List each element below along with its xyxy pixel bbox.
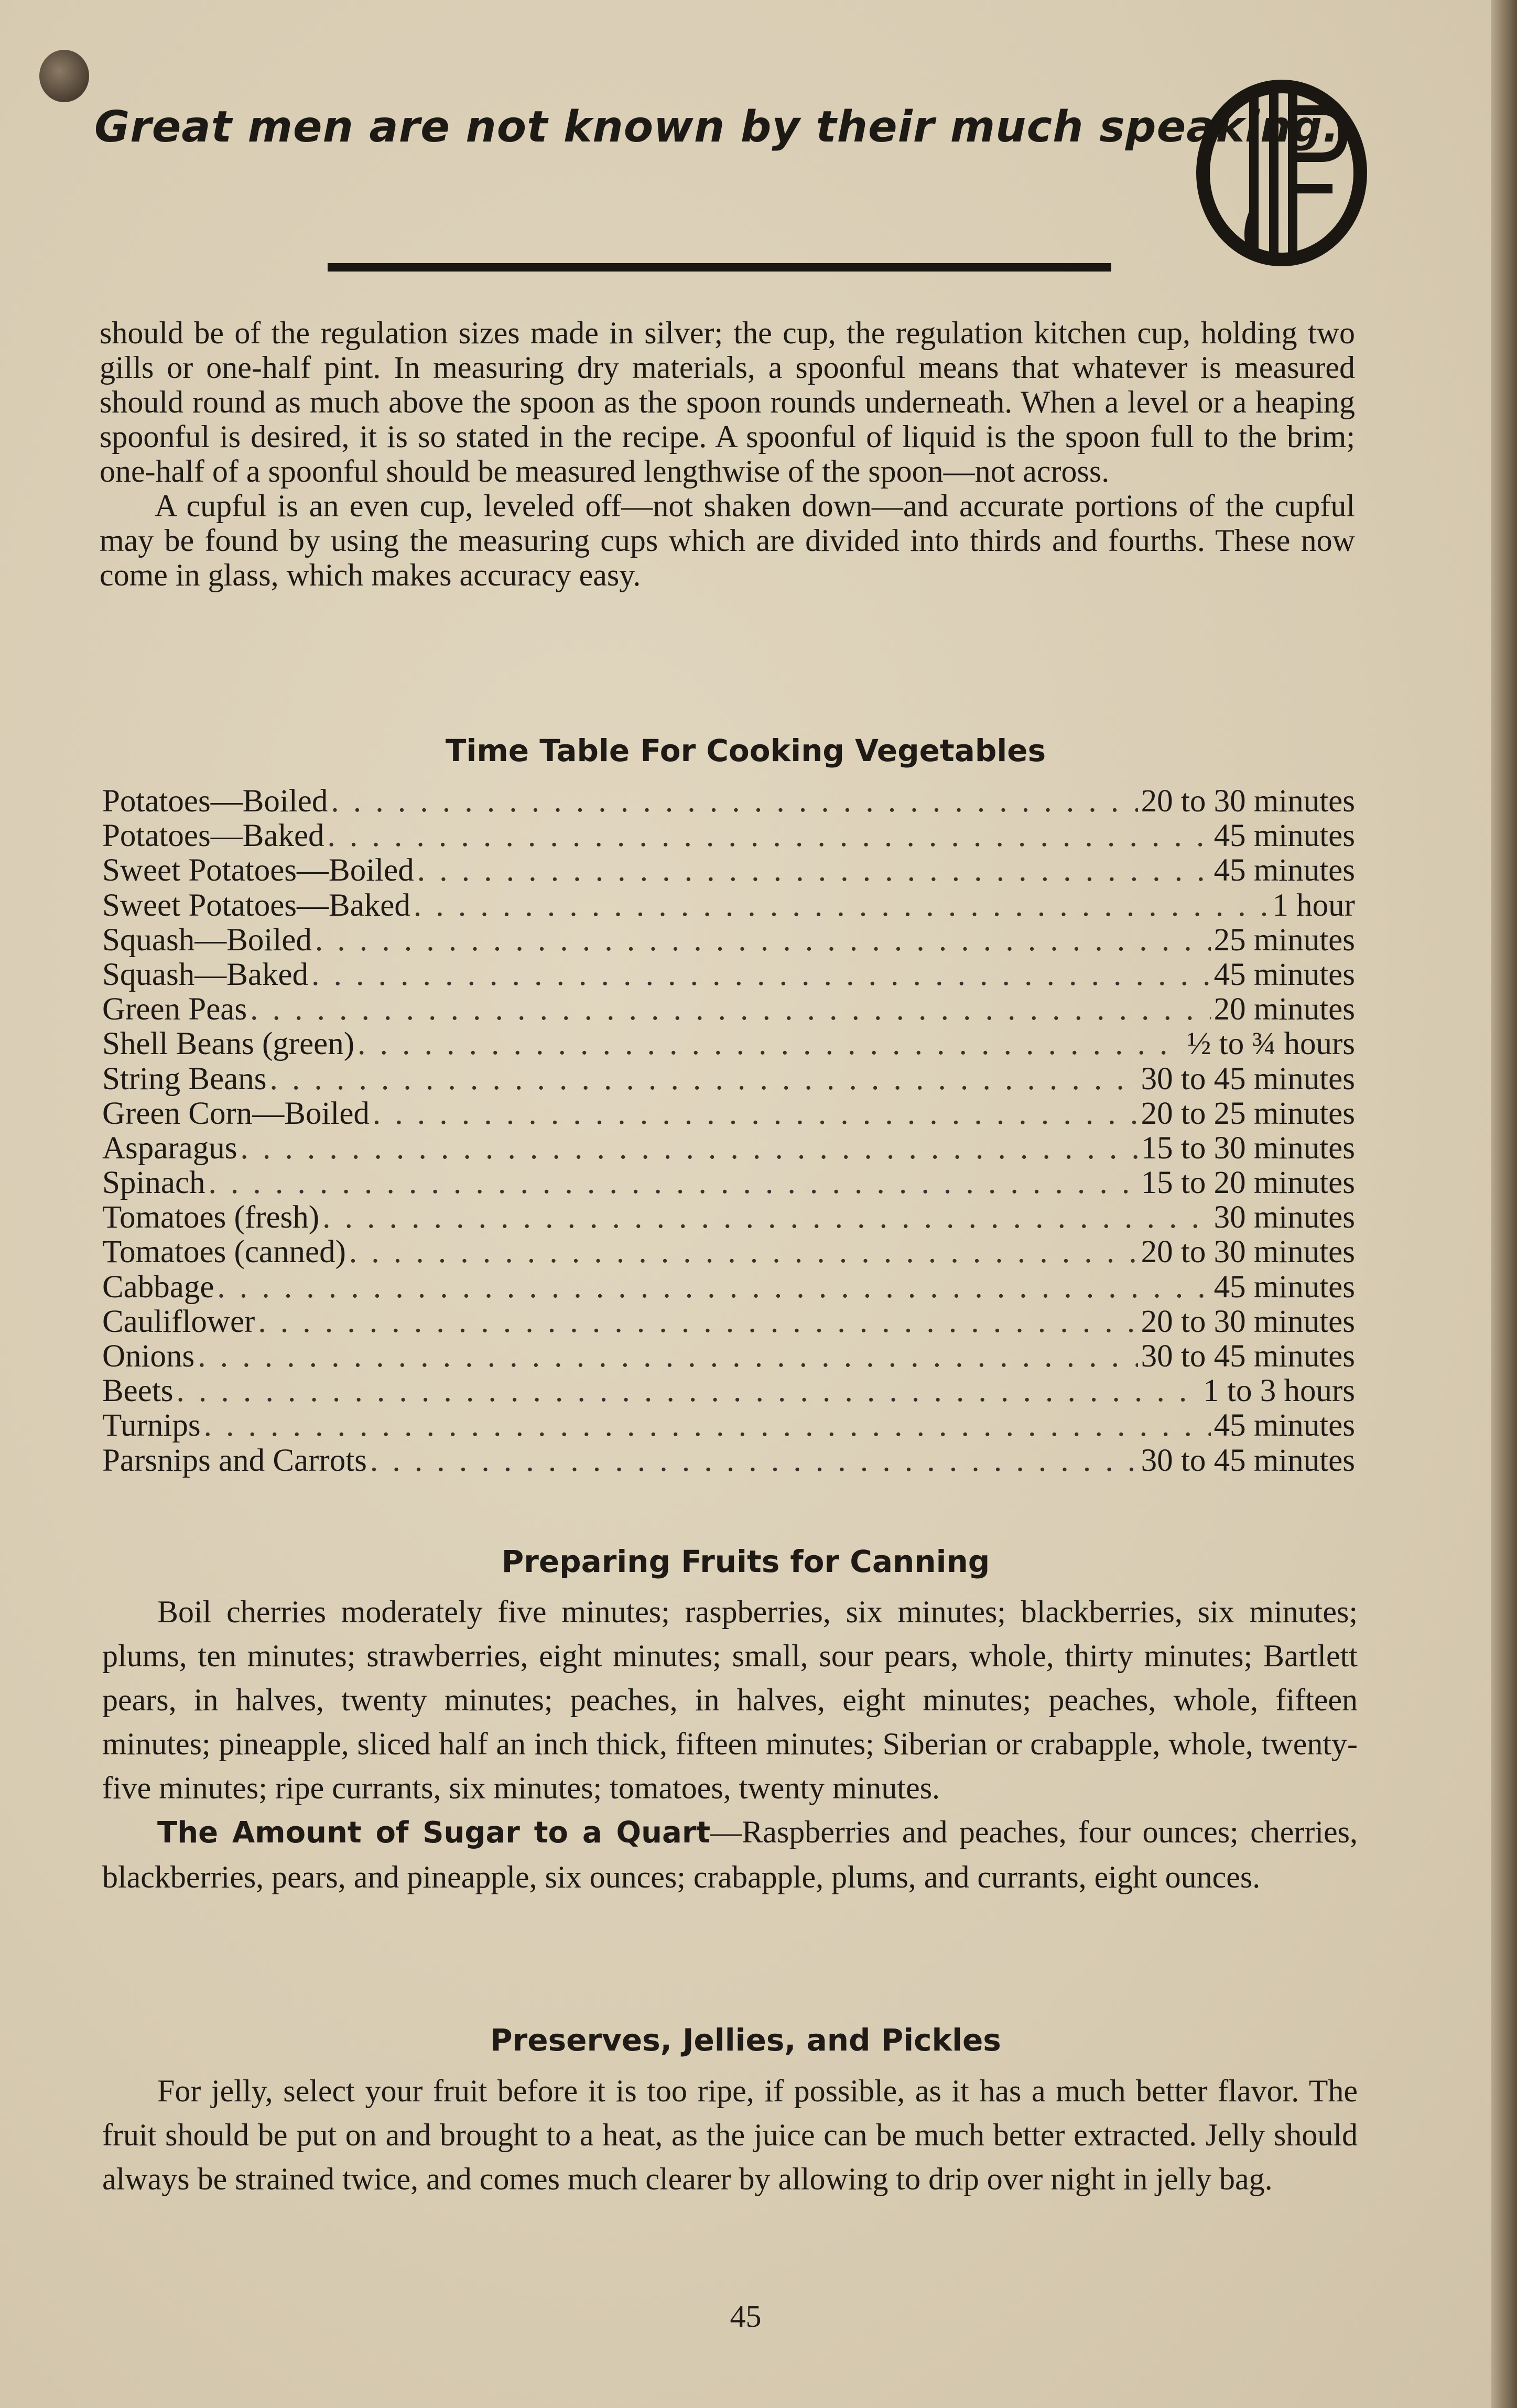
cooking-time: 1 to 3 hours [1203, 1373, 1355, 1409]
timetable-row [102, 1339, 1355, 1374]
dot-leader [217, 1270, 1210, 1305]
cooking-time: 15 to 20 minutes [1141, 1165, 1355, 1201]
timetable-row [102, 1235, 1355, 1270]
dot-leader [414, 888, 1270, 923]
vegetable-name: Parsnips and Carrots [102, 1442, 367, 1478]
cooking-time: 45 minutes [1213, 1408, 1355, 1444]
dot-leader [315, 923, 1211, 958]
book-spine-edge [1491, 0, 1517, 2408]
dot-leader [331, 784, 1137, 819]
vegetable-name: Asparagus [102, 1130, 237, 1166]
vegetable-name: String Beans [102, 1061, 267, 1097]
preserves-paragraph-1: For jelly, select your fruit before it is too ripe, if possible, as it has a much better flavor. The fruit should be put on and brought to a heat, as the juice can be much better extracted. Jelly should always be strained twice, and comes much clearer by allowing to drip over night in jelly bag. [102, 2074, 1358, 2196]
dot-leader [258, 1305, 1137, 1339]
timetable-row [102, 1444, 1355, 1478]
vegetable-name: Spinach [102, 1165, 205, 1201]
cooking-time: 30 to 45 minutes [1141, 1339, 1355, 1374]
cooking-time: ½ to ¾ hours [1187, 1026, 1355, 1062]
dot-leader [204, 1408, 1211, 1443]
vegetable-name: Tomatoes (fresh) [102, 1200, 320, 1235]
vegetable-name: Sweet Potatoes—Boiled [102, 853, 414, 888]
timetable-row [102, 888, 1355, 923]
sugar-text: —Raspberries and peaches, four ounces; cherries, blackberries, pears, and pineapple, six ounces; crabapple, plums, and currants, eight ounces. [102, 1815, 1358, 1894]
canning-text [102, 1590, 1358, 1899]
timetable-row [102, 1131, 1355, 1166]
dot-leader [322, 1200, 1210, 1235]
sugar-paragraph [102, 1810, 1358, 1899]
vegetable-name: Green Corn—Boiled [102, 1095, 370, 1131]
dot-leader [311, 958, 1211, 992]
vegetable-name: Potatoes—Boiled [102, 784, 328, 819]
dot-leader [357, 1027, 1184, 1061]
timetable-row [102, 819, 1355, 853]
dot-leader [349, 1235, 1138, 1270]
dot-leader [250, 992, 1210, 1027]
vegetable-name: Beets [102, 1373, 174, 1409]
vegetable-name: Turnips [102, 1408, 201, 1444]
cooking-time: 20 to 30 minutes [1141, 784, 1355, 819]
dot-leader [373, 1097, 1138, 1131]
timetable-row [102, 1062, 1355, 1097]
timetable-title: Time Table For Cooking Vegetables [445, 733, 1046, 768]
intro-text [100, 316, 1355, 592]
timetable-row [102, 1166, 1355, 1200]
cooking-time: 20 minutes [1213, 992, 1355, 1027]
cooking-time: 20 to 30 minutes [1141, 1234, 1355, 1270]
dot-leader [198, 1339, 1137, 1374]
dot-leader [241, 1131, 1138, 1166]
vegetable-name: Green Peas [102, 992, 247, 1027]
timetable-row [102, 1270, 1355, 1305]
corner-stain [39, 50, 89, 102]
timetable-row [102, 1408, 1355, 1443]
timetable-row [102, 1200, 1355, 1235]
vegetable-name: Sweet Potatoes—Baked [102, 887, 410, 923]
preserves-title: Preserves, Jellies, and Pickles [490, 2022, 1001, 2058]
cooking-time: 30 to 45 minutes [1141, 1442, 1355, 1478]
timetable-row [102, 1027, 1355, 1061]
cooking-time: 45 minutes [1213, 1269, 1355, 1305]
sugar-lead: The Amount of Sugar to a Quart [157, 1816, 711, 1850]
timetable-row [102, 958, 1355, 992]
vegetable-name: Cauliflower [102, 1304, 255, 1339]
timetable-row [102, 1097, 1355, 1131]
cooking-time: 15 to 30 minutes [1141, 1130, 1355, 1166]
cooking-time: 45 minutes [1213, 957, 1355, 992]
preserves-text [102, 2069, 1358, 2201]
timetable-row [102, 784, 1355, 819]
vegetable-timetable [102, 784, 1355, 1478]
dot-leader [328, 819, 1211, 853]
cooking-time: 20 to 25 minutes [1141, 1095, 1355, 1131]
timetable-row [102, 923, 1355, 958]
cooking-time: 30 to 45 minutes [1141, 1061, 1355, 1097]
vegetable-name: Tomatoes (canned) [102, 1234, 346, 1270]
page-number: 45 [730, 2299, 762, 2334]
timetable-row [102, 992, 1355, 1027]
cooking-time: 1 hour [1272, 887, 1355, 923]
cooking-time: 25 minutes [1213, 922, 1355, 958]
vegetable-name: Cabbage [102, 1269, 214, 1305]
dot-leader [370, 1444, 1138, 1478]
dot-leader [417, 853, 1211, 888]
vegetable-name: Squash—Boiled [102, 922, 312, 958]
cooking-time: 30 minutes [1213, 1200, 1355, 1235]
vegetable-name: Shell Beans (green) [102, 1026, 355, 1062]
intro-paragraph-1: should be of the regulation sizes made in silver; the cup, the regulation kitchen cup, holding two gills or one-half pint. In measuring dry materials, a spoonful means that whatever is measured should round as much above the spoon as the spoon rounds underneath. When a level or a heaping spoonful is desired, it is so stated in the recipe. A spoonful of liquid is the spoon full to the brim; one-half of a spoonful should be measured lengthwise of the spoon—not across. [100, 316, 1355, 489]
dot-leader [177, 1374, 1200, 1408]
vegetable-name: Squash—Baked [102, 957, 309, 992]
timetable-row [102, 1305, 1355, 1339]
dot-leader [209, 1166, 1138, 1200]
cooking-time: 45 minutes [1213, 853, 1355, 888]
header-rule [328, 263, 1111, 272]
header-motto: Great men are not known by their much speaking. [94, 102, 1340, 152]
vegetable-name: Potatoes—Baked [102, 818, 324, 854]
timetable-row [102, 1374, 1355, 1408]
vegetable-name: Onions [102, 1339, 195, 1374]
publisher-logo-icon [1195, 79, 1368, 267]
timetable-row [102, 853, 1355, 888]
intro-paragraph-2: A cupful is an even cup, leveled off—not shaken down—and accurate portions of the cupful may be found by using the measuring cups which are divided into thirds and fourths. These now come in glass, which makes accuracy easy. [100, 489, 1355, 592]
dot-leader [269, 1062, 1137, 1097]
canning-title: Preparing Fruits for Canning [501, 1544, 990, 1579]
canning-paragraph-1: Boil cherries moderately five minutes; raspberries, six minutes; blackberries, six minutes; plums, ten minutes; strawberries, eight minutes; small, sour pears, whole, thirty minutes; Bartlett pears, in halves, twenty minutes; peaches, in halves, eight minutes; peaches, whole, fifteen minutes; pineapple, sliced half an inch thick, fifteen minutes; Siberian or crabapple, whole, twenty-five minutes; ripe currants, six minutes; tomatoes, twenty minutes. [102, 1595, 1358, 1805]
cooking-time: 20 to 30 minutes [1141, 1304, 1355, 1339]
cooking-time: 45 minutes [1213, 818, 1355, 854]
